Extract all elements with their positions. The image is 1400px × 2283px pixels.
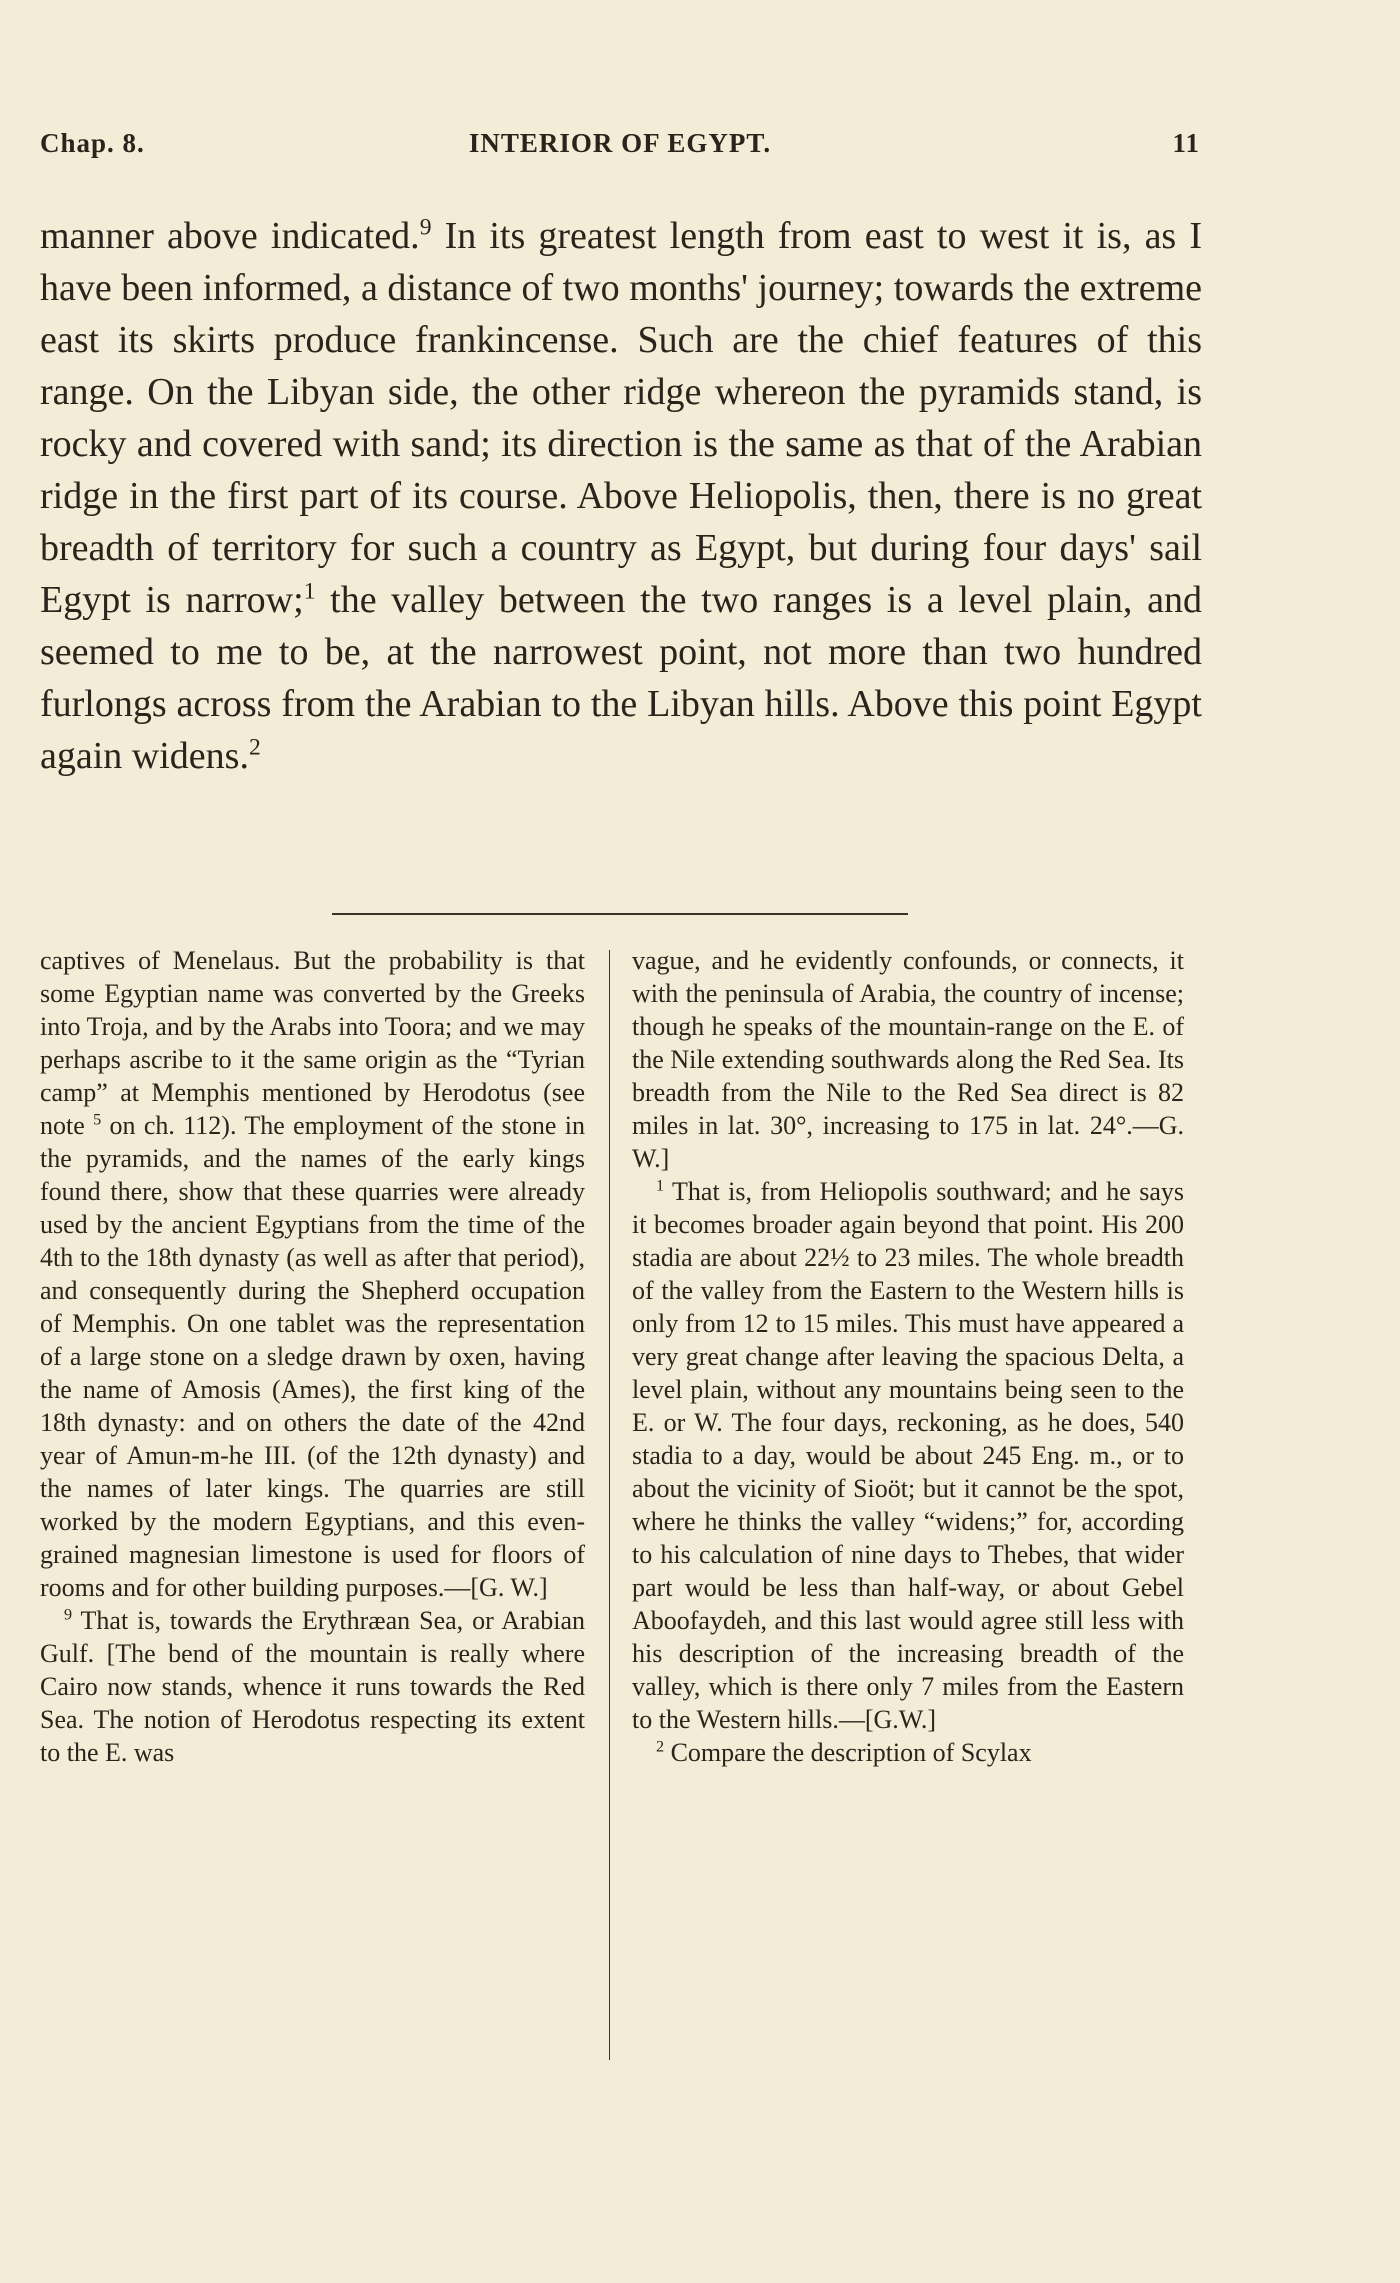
- footnote-1: $^1$ That is, from Heliopolis southward; and he says it becomes broader again beyond that point. His 200 stadia are about 22½ to 23 miles. The whole breadth of the valley from the Eastern to the Western hills is only from 12 to 15 miles. This must have appeared a very great change after leaving the spacious Delta, a level plain, without any mountains being seen to the E. or W. The four days, reckoning, as he does, 540 stadia to a day, would be about 245 Eng. m., or to about the vicinity of Sioöt; but it cannot be the spot, where he thinks the valley “widens;” for, according to his calculation of nine days to Thebes, that wider part would be less than half-way, or about Gebel Aboofaydeh, and this last would agree still less with his description of the increasing breadth of the valley, which is there only 7 miles from the Eastern to the Western hills.—[G.W.]: [632, 1177, 1184, 1734]
- chapter-label: Chap. 8.: [40, 128, 145, 158]
- footnote-ref: 1: [303, 578, 316, 605]
- footnote-number: 9: [64, 1606, 73, 1624]
- page-number: 11: [1172, 128, 1200, 158]
- running-header: [40, 128, 1200, 168]
- footnotes-left-column: [40, 944, 585, 1769]
- page-title: INTERIOR OF EGYPT.: [468, 128, 772, 158]
- footnote-paragraph: vague, and he evidently confounds, or connects, it with the peninsula of Arabia, the country of incense; though he speaks of the mountain-range on the E. of the Nile extending southwards along the Red Sea. Its breadth from the Nile to the Red Sea direct is 82 miles in lat. 30°, increasing to 175 in lat. 24°.—G. W.]: [632, 946, 1184, 1173]
- footnote-separator: [332, 913, 908, 915]
- note-ref: 5: [93, 1111, 102, 1129]
- footnote-2: $^2$ Compare the description of Scylax: [656, 1738, 1032, 1767]
- footnote-ref: 9: [419, 214, 432, 241]
- footnote-ref: 2: [248, 734, 261, 761]
- footnote-number: 2: [656, 1738, 665, 1756]
- footnote-number: 1: [656, 1177, 665, 1195]
- footnotes-right-column: [632, 944, 1184, 1769]
- footnote-9: $^9$ That is, towards the Erythræan Sea, or Arabian Gulf. [The bend of the mountain is really where Cairo now stands, whence it runs towards the Red Sea. The notion of Herodotus respecting its extent to the E. was: [40, 1606, 585, 1767]
- footnote-paragraph: captives of Menelaus. But the probability is that some Egyptian name was converted by the Greeks into Troja, and by the Arabs into Toora; and we may perhaps ascribe to it the same origin as the “Tyrian camp” at Memphis mentioned by Herodotus (see note $^5$ on ch. 112). The employment of the stone in the pyramids, and the names of the early kings found there, show that these quarries were already used by the ancient Egyptians from the time of the 4th to the 18th dynasty (as well as after that period), and consequently during the Shepherd occupation of Memphis. On one tablet was the representation of a large stone on a sledge drawn by oxen, having the name of Amosis (Ames), the first king of the 18th dynasty: and on others the date of the 42nd year of Amun-m-he III. (of the 12th dynasty) and the names of later kings. The quarries are still worked by the modern Egyptians, and this even-grained magnesian limestone is used for floors of rooms and for other building purposes.—[G. W.]: [40, 946, 586, 1602]
- main-paragraph: manner above indicated.$^9$ In its greatest length from east to west it is, as I have been informed, a distance of two months' journey; towards the extreme east its skirts produce frankincense. Such are the chief features of this range. On the Libyan side, the other ridge whereon the pyramids stand, is rocky and covered with sand; its direction is the same as that of the Arabian ridge in the first part of its course. Above Heliopolis, then, there is no great breadth of territory for such a country as Egypt, but during four days' sail Egypt is narrow;$^1$ the valley between the two ranges is a level plain, and seemed to me to be, at the narrowest point, not more than two hundred furlongs across from the Arabian to the Libyan hills. Above this point Egypt again widens.$^2$: [40, 214, 1202, 777]
- column-divider: [609, 950, 610, 2060]
- main-text: [40, 210, 1202, 782]
